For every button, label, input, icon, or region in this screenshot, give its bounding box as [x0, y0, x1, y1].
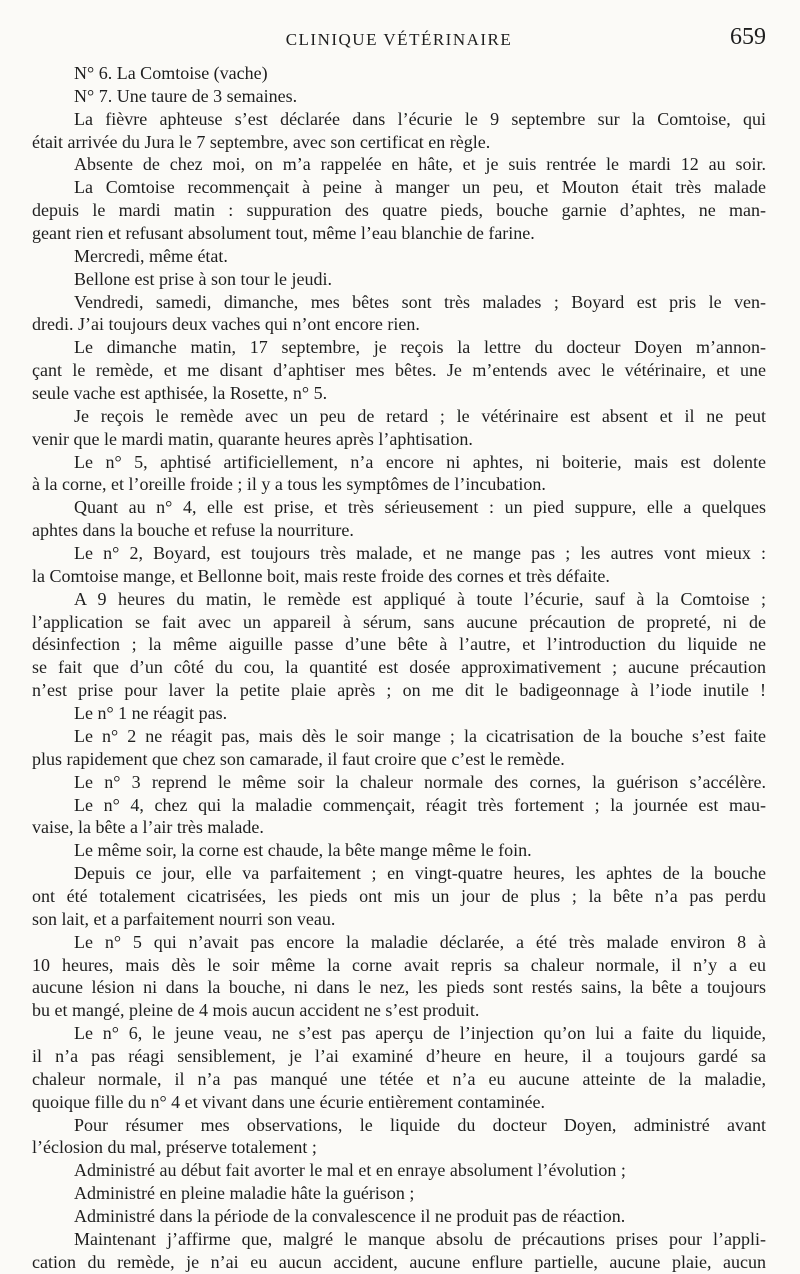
text-line: vaise, la bête a l’air très malade.: [32, 817, 264, 838]
text-line: 10 heures, mais dès le soir même la corne avait repris sa chaleur normale, il n’y a eu: [32, 954, 766, 975]
text-line: Le même soir, la corne est chaude, la bête mange même le foin.: [74, 840, 532, 861]
text-line: La Comtoise recommençait à peine à manger un peu, et Mouton était très malade: [74, 177, 766, 198]
text-line: La fièvre aphteuse s’est déclarée dans l’écurie le 9 septembre sur la Comtoise, qui: [74, 108, 766, 129]
text-line: cation du remède, je n’ai eu aucun accident, aucune enflure partielle, aucune plaie, aucun: [32, 1251, 766, 1272]
text-line: son lait, et a parfaitement nourri son veau.: [32, 908, 336, 929]
text-line: à la corne, et l’oreille froide ; il y a tous les symptômes de l’incubation.: [32, 474, 546, 495]
text-line: l’application se fait avec un appareil à sérum, sans aucune précaution de propreté, ni de: [32, 611, 766, 632]
text-line: Le n° 6, le jeune veau, ne s’est pas aperçu de l’injection qu’on lui a faite du liquide,: [74, 1023, 766, 1044]
text-line: se fait que d’un côté du cou, la quantité est dosée approximativement ; aucune précaution: [32, 657, 766, 678]
text-line: quoique fille du n° 4 et vivant dans une écurie entièrement contaminée.: [32, 1091, 546, 1112]
text-line: aphtes dans la bouche et refuse la nourriture.: [32, 520, 354, 541]
text-line: depuis le mardi matin : suppuration des quatre pieds, bouche garnie d’aphtes, ne man-: [32, 200, 766, 221]
text-line: A 9 heures du matin, le remède est appliqué à toute l’écurie, sauf à la Comtoise ;: [74, 588, 766, 609]
text-line: dredi. J’ai toujours deux vaches qui n’ont encore rien.: [32, 314, 420, 335]
text-line: çant le remède, et me disant d’aphtiser mes bêtes. Je m’entends avec le vétérinaire, et une: [32, 360, 766, 381]
text-line: était arrivée du Jura le 7 septembre, avec son certificat en règle.: [32, 131, 491, 152]
text-line: désinfection ; la même aiguille passe d’une bête à l’autre, et l’introduction du liquide ne: [32, 634, 766, 655]
body-text: [32, 62, 766, 1274]
text-line: la Comtoise mange, et Bellonne boit, mais reste froide des cornes et très défaite.: [32, 565, 610, 586]
text-line: aucune lésion ni dans la bouche, ni dans le nez, les pieds sont restés sains, la bête a toujours: [32, 977, 766, 998]
text-line: Le n° 5, aphtisé artificiellement, n’a encore ni aphtes, ni boiterie, mais est dolente: [74, 451, 766, 472]
text-line: n’est prise pour laver la petite plaie après ; on me dit le badigeonnage à l’iode inutile !: [32, 680, 766, 701]
text-line: Le dimanche matin, 17 septembre, je reçois la lettre du docteur Doyen m’annon-: [74, 337, 766, 358]
running-title: CLINIQUE VÉTÉRINAIRE: [285, 30, 513, 49]
page-number: 659: [730, 24, 766, 50]
text-line: N° 6. La Comtoise (vache): [74, 63, 268, 83]
text-line: Le n° 2 ne réagit pas, mais dès le soir mange ; la cicatrisation de la bouche s’est faite: [74, 725, 766, 746]
text-line: plus rapidement que chez son camarade, il faut croire que c’est le remède.: [32, 748, 565, 769]
text-line: Pour résumer mes observations, le liquide du docteur Doyen, administré avant: [74, 1114, 766, 1135]
page-header: [32, 24, 766, 58]
text-line: Le n° 3 reprend le même soir la chaleur normale des cornes, la guérison s’accélère.: [74, 771, 766, 792]
text-line: l’éclosion du mal, préserve totalement ;: [32, 1137, 317, 1158]
text-line: Le n° 1 ne réagit pas.: [74, 703, 228, 724]
text-line: Maintenant j’affirme que, malgré le manque absolu de précautions prises pour l’appli-: [74, 1228, 766, 1249]
text-line: Administré dans la période de la convalescence il ne produit pas de réaction.: [74, 1205, 626, 1226]
text-line: Bellone est prise à son tour le jeudi.: [74, 268, 332, 289]
text-line: Administré en pleine maladie hâte la guérison ;: [74, 1183, 415, 1204]
text-line: seule vache est apthisée, la Rosette, n° 5.: [32, 383, 328, 404]
text-line: bu et mangé, pleine de 4 mois aucun accident ne s’est produit.: [32, 1000, 480, 1021]
text-line: venir que le mardi matin, quarante heures après l’aphtisation.: [32, 428, 473, 449]
text-line: Administré au début fait avorter le mal et en enraye absolument l’évolution ;: [74, 1160, 626, 1181]
text-line: N° 7. Une taure de 3 semaines.: [74, 85, 298, 106]
text-line: il n’a pas réagi sensiblement, je l’ai examiné d’heure en heure, il a toujours gardé sa: [32, 1045, 766, 1066]
text-line: Depuis ce jour, elle va parfaitement ; en vingt-quatre heures, les aphtes de la bouche: [74, 863, 766, 884]
text-line: Absente de chez moi, on m’a rappelée en hâte, et je suis rentrée le mardi 12 au soir.: [74, 154, 766, 175]
text-line: Mercredi, même état.: [74, 245, 228, 266]
text-line: ont été totalement cicatrisées, les pieds ont mis un jour de plus ; la bête n’a pas perdu: [32, 885, 766, 906]
text-line: Le n° 5 qui n’avait pas encore la maladie déclarée, a été très malade environ 8 à: [74, 931, 766, 952]
text-line: Le n° 2, Boyard, est toujours très malade, et ne mange pas ; les autres vont mieux :: [74, 543, 766, 564]
text-line: geant rien et refusant absolument tout, même l’eau blanchie de farine.: [32, 223, 535, 244]
text-line: Je reçois le remède avec un peu de retard ; le vétérinaire est absent et il ne peut: [74, 405, 766, 426]
text-line: Quant au n° 4, elle est prise, et très sérieusement : un pied suppure, elle a quelques: [74, 497, 766, 518]
text-line: Le n° 4, chez qui la maladie commençait, réagit très fortement ; la journée est mau-: [74, 794, 766, 815]
text-line: Vendredi, samedi, dimanche, mes bêtes sont très malades ; Boyard est pris le ven-: [74, 291, 766, 312]
text-line: chaleur normale, il n’a pas manqué une tétée et n’a eu aucune atteinte de la maladie,: [32, 1068, 766, 1089]
